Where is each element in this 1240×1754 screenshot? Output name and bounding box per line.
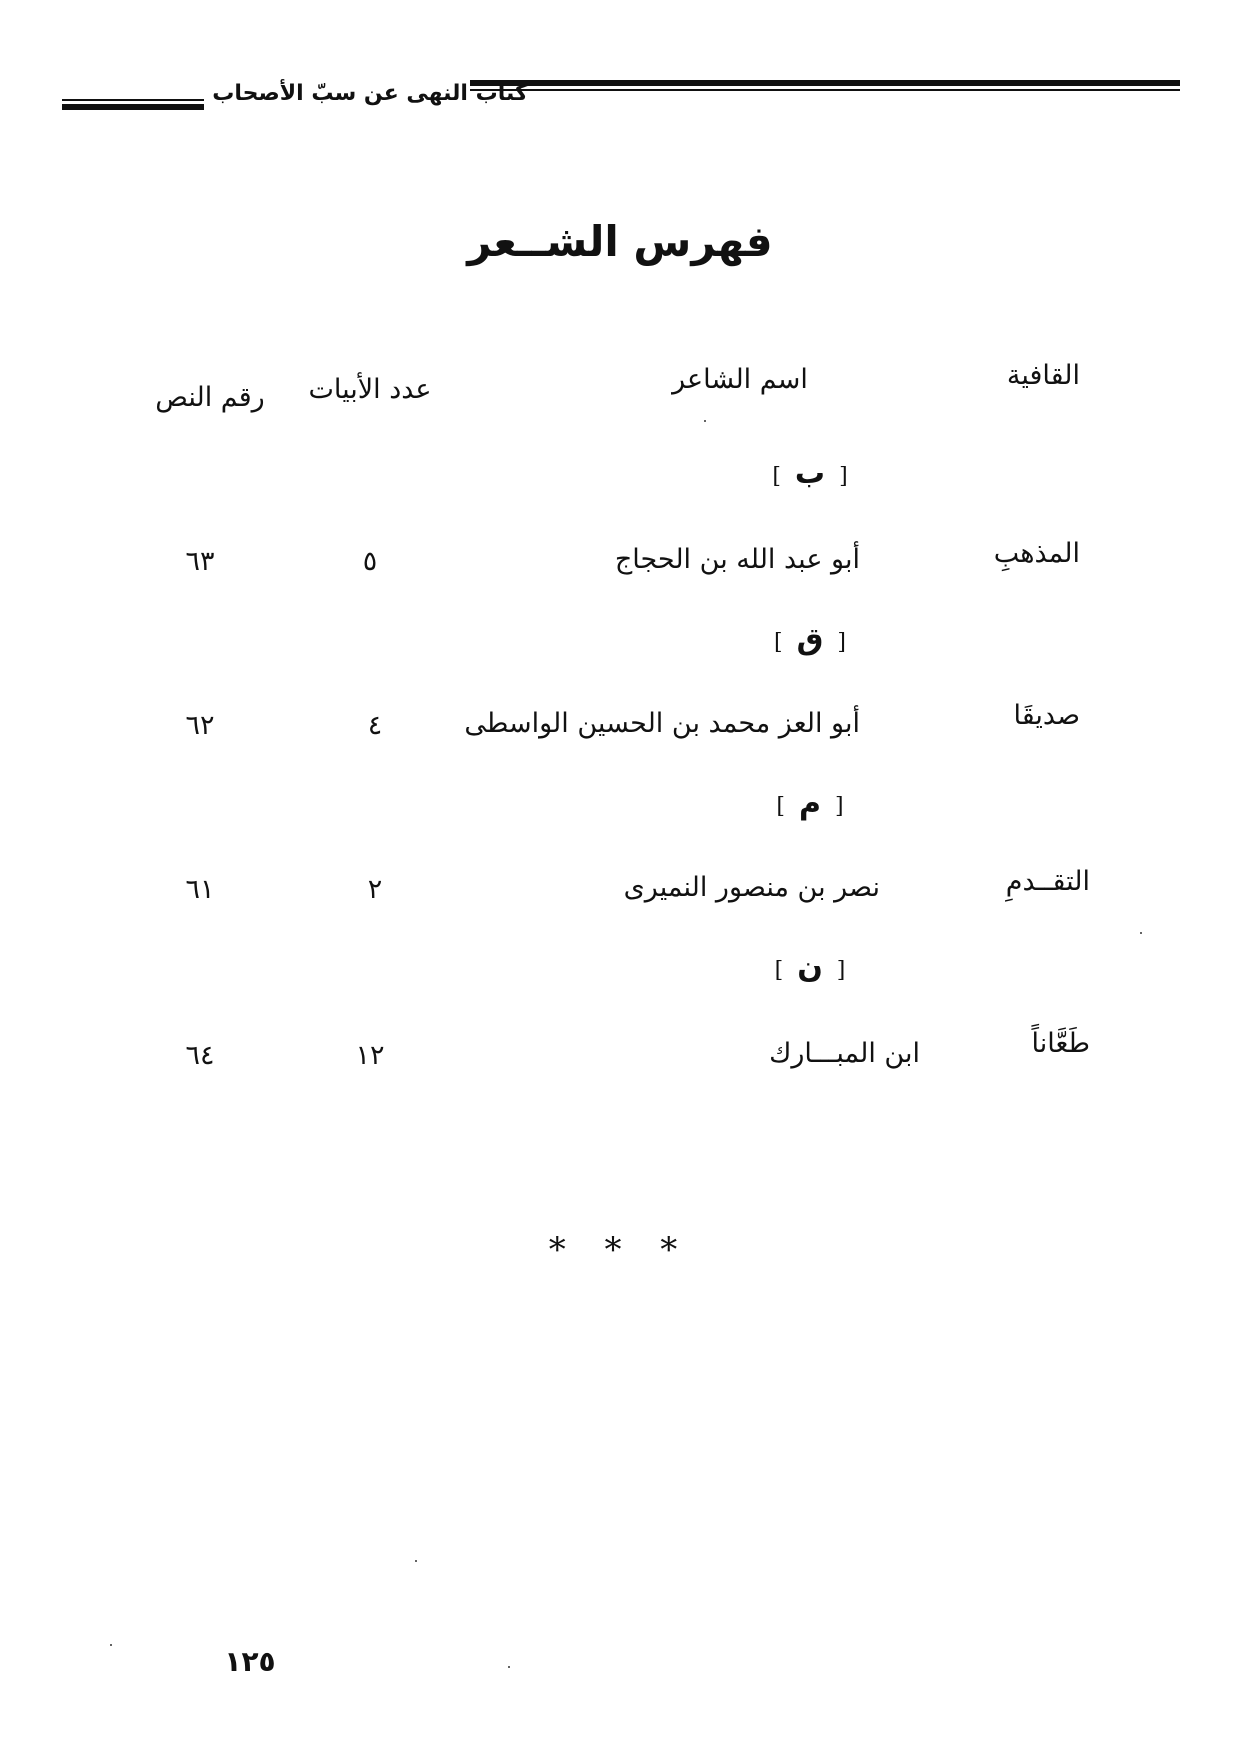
poet-cell: أبو العز محمد بن الحسين الواسطى [464, 708, 860, 739]
letter-label: م [799, 786, 821, 821]
letter-label: ق [796, 622, 824, 657]
verses-cell: ٤ [367, 710, 383, 741]
scan-speck [508, 1666, 510, 1668]
bracket-close: ] [776, 794, 785, 819]
bracket-close: ] [773, 630, 783, 655]
header-rule-left-thin [62, 99, 204, 101]
section-letter [730, 618, 890, 665]
letter-label: ن [797, 950, 823, 985]
section-letter [730, 946, 890, 993]
column-header-text-number: رقم النص [155, 382, 265, 413]
page-title: فهرس الشــعر [467, 217, 773, 266]
bracket-open: [ [835, 794, 844, 819]
bracket-close: ] [772, 464, 781, 489]
rhyme-cell: المذهبِ [993, 538, 1080, 569]
text-number-cell: ٦١ [185, 874, 215, 905]
poet-cell: نصر بن منصور النميرى [623, 872, 880, 903]
scan-speck [1140, 932, 1142, 934]
rhyme-cell: صديقَا [1013, 700, 1080, 731]
text-number-cell: ٦٢ [185, 710, 215, 741]
section-letter [730, 782, 890, 829]
verses-cell: ٢ [367, 874, 383, 905]
letter-label: ب [794, 456, 826, 491]
rhyme-cell: التقــدمِ [1005, 866, 1090, 897]
section-letter [730, 452, 890, 499]
header-rule-right-thin [470, 89, 1180, 91]
bracket-open: [ [839, 464, 848, 489]
column-header-rhyme: القافية [1006, 360, 1080, 391]
poet-cell: ابن المبـــارك [769, 1038, 920, 1069]
header-rule-left-thick [62, 104, 204, 110]
verses-cell: ١٢ [355, 1040, 385, 1071]
text-number-cell: ٦٣ [185, 546, 215, 577]
scan-speck [110, 1644, 112, 1646]
verses-cell: ٥ [362, 546, 378, 577]
scan-speck [415, 1560, 417, 1562]
column-header-poet: اسم الشاعر [672, 364, 808, 395]
rhyme-cell: طَعَّاناً [1031, 1028, 1090, 1059]
running-header-title: كتاب النهى عن سبّ الأصحاب [212, 81, 528, 106]
text-number-cell: ٦٤ [185, 1040, 215, 1071]
section-end-ornament: * * * [548, 1230, 692, 1270]
poet-cell: أبو عبد الله بن الحجاج [614, 544, 860, 575]
bracket-close: ] [774, 958, 784, 983]
scan-speck [704, 420, 706, 422]
bracket-open: [ [837, 630, 846, 655]
column-header-verses: عدد الأبيات [308, 374, 432, 405]
page-number: ١٢٥ [224, 1645, 276, 1678]
bracket-open: [ [836, 958, 846, 983]
header-rule-right-thick [470, 80, 1180, 86]
